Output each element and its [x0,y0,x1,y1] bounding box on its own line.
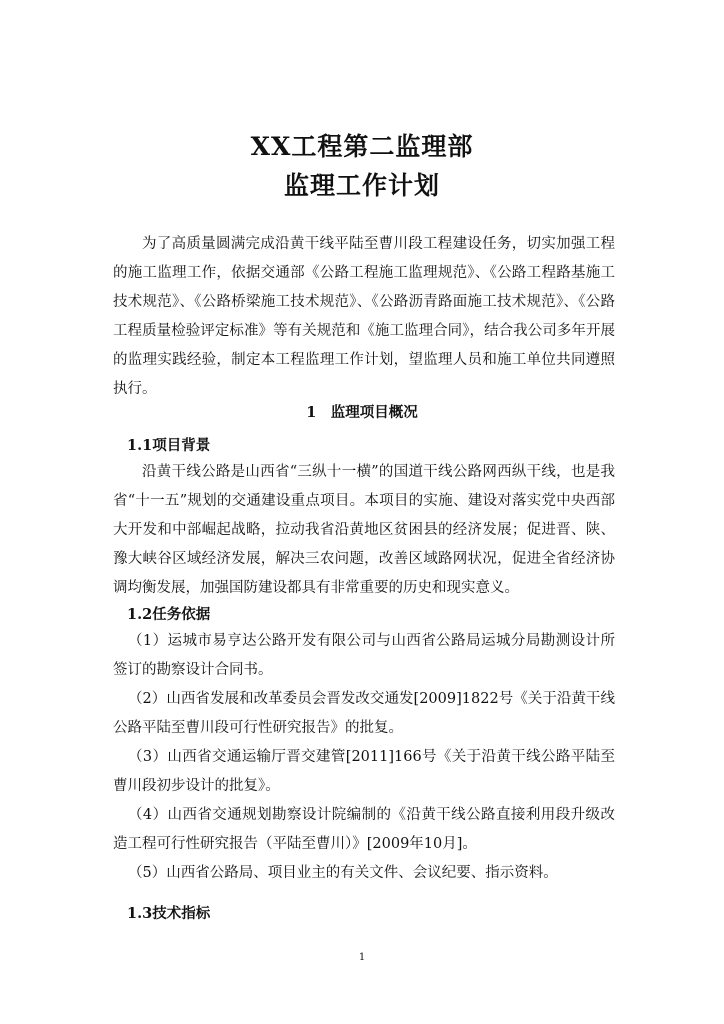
project-background-paragraph: 沿黄干线公路是山西省“三纵十一横”的国道干线公路网西纵干线，也是我省“十一五”规划的交通建设重点项目。本项目的实施、建设对落实党中央西部大开发和中部崛起战略，拉动我省沿黄地区贫困县的经济发展；促进晋、陕、豫大峡谷区域经济发展，解决三农问题，改善区域路网状况，促进全省经济协调均衡发展，加强国防建设都具有非常重要的历史和现实意义。 [113,464,615,596]
section-1-heading: 1 监理项目概况 [306,404,418,421]
subsection-1-2-heading: 1.2任务依据 [127,606,211,623]
task-basis-item: （2）山西省发展和改革委员会晋发改交通发[2009]1822号《关于沿黄干线公路平陆至曹川段可行性研究报告》的批复。 [113,691,615,736]
task-basis-item: （1）运城市易亨达公路开发有限公司与山西省公路局运城分局勘测设计所签订的勘察设计合同书。 [113,633,615,678]
task-basis-item: （3）山西省交通运输厅晋交建管[2011]166号《关于沿黄干线公路平陆至曹川段初步设计的批复》。 [113,749,615,794]
task-basis-item: （4）山西省交通规划勘察设计院编制的《沿黄干线公路直接利用段升级改造工程可行性研究报告（平陆至曹川）》[2009年10月]。 [113,807,615,852]
page-number: 1 [358,952,366,963]
task-basis-list [113,627,615,888]
intro-paragraph: 为了高质量圆满完成沿黄干线平陆至曹川段工程建设任务，切实加强工程的施工监理工作，依据交通部《公路工程施工监理规范》、《公路工程路基施工技术规范》、《公路桥梁施工技术规范》、《公路沥青路面施工技术规范》、《公路工程质量检验评定标准》等有关规范和《施工监理合同》，结合我公司多年开展的监理实践经验，制定本工程监理工作计划，望监理人员和施工单位共同遵照执行。 [113,236,615,397]
subsection-1-1-heading: 1.1项目背景 [127,437,211,454]
subsection-1-3-heading: 1.3技术指标 [127,905,211,922]
document-title-line1: XX工程第二监理部 [250,132,474,161]
task-basis-item: （5）山西省公路局、项目业主的有关文件、会议纪要、指示资料。 [128,865,558,881]
document-title-line2: 监理工作计划 [283,171,440,200]
